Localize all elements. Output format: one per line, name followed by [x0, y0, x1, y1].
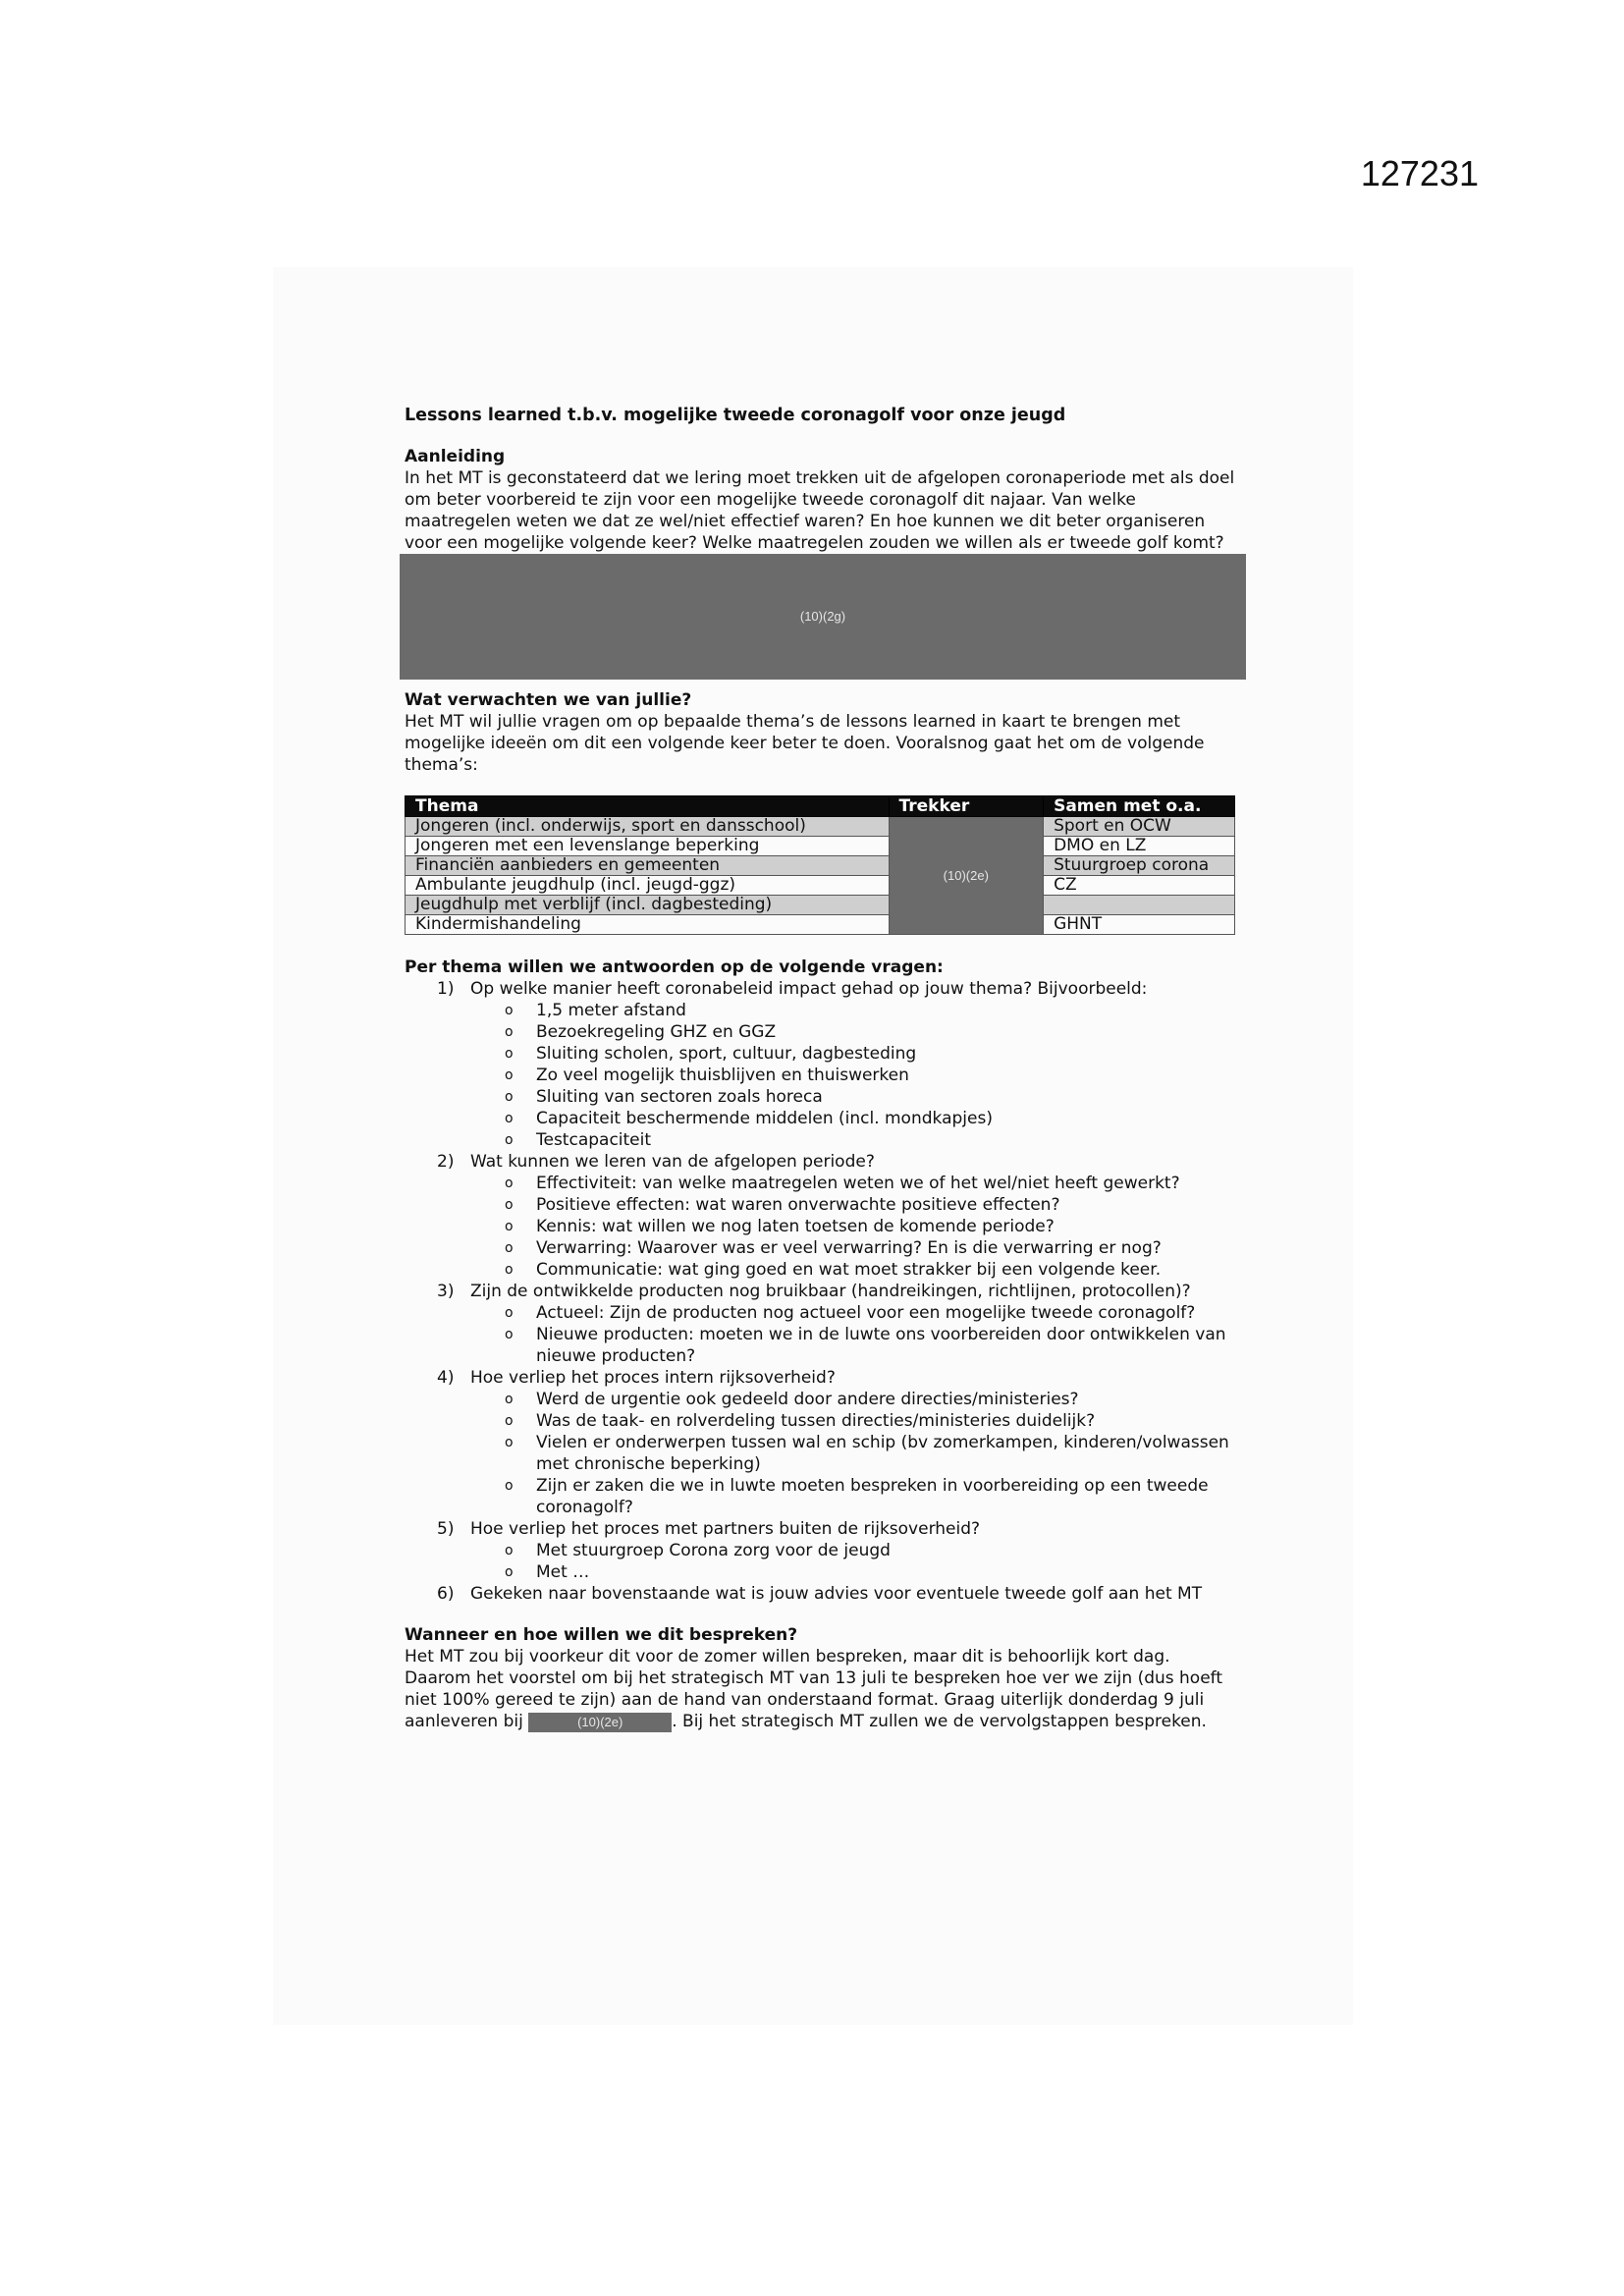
bullet-icon: o [505, 1089, 514, 1105]
sub-question-item [470, 1561, 1241, 1583]
sub-question-item [470, 1173, 1241, 1194]
bullet-icon: o [505, 1564, 514, 1580]
sub-question-item [470, 1194, 1241, 1216]
section-aanleiding [405, 446, 1241, 680]
bullet-icon: o [505, 1435, 514, 1450]
question-item [405, 978, 1241, 1151]
sub-question-text: Met stuurgroep Corona zorg voor de jeugd [536, 1541, 891, 1560]
bullet-icon: o [505, 1543, 514, 1558]
question-item [405, 1281, 1241, 1367]
bullet-icon: o [505, 1413, 514, 1429]
header-trekker: Trekker [889, 796, 1044, 817]
bullet-icon: o [505, 1305, 514, 1321]
sub-question-list [470, 1540, 1241, 1583]
sub-question-text: Bezoekregeling GHZ en GGZ [536, 1022, 777, 1042]
sub-question-text: Communicatie: wat ging goed en wat moet strakker bij een volgende keer. [536, 1260, 1162, 1280]
sub-question-item [470, 1216, 1241, 1237]
sub-question-text: Sluiting scholen, sport, cultuur, dagbesteding [536, 1044, 917, 1064]
sub-question-item [470, 1540, 1241, 1561]
section-per-thema [405, 957, 1241, 1605]
bullet-icon: o [505, 1240, 514, 1256]
redaction-block: (10)(2g) [400, 554, 1246, 680]
sub-question-item [470, 1475, 1241, 1518]
bullet-icon: o [505, 1175, 514, 1191]
header-samen-met: Samen met o.a. [1044, 796, 1235, 817]
question-text: Hoe verliep het proces intern rijksoverheid? [470, 1368, 836, 1388]
sub-question-item [470, 1259, 1241, 1281]
question-item [405, 1583, 1241, 1605]
sub-question-item [470, 1065, 1241, 1086]
bullet-icon: o [505, 1132, 514, 1148]
table-row [406, 876, 1235, 896]
bullet-icon: o [505, 1111, 514, 1126]
cell-samen-met: CZ [1044, 876, 1235, 896]
wanneer-text-before: Het MT zou bij voorkeur dit voor de zomer willen bespreken, maar dit is behoorlijk kort dag. Daarom het voorstel om bij het strategisch MT van 13 juli te bespreken hoe ver we zijn (dus hoeft niet 100% gereed te zijn) aan de hand van onderstaand format. Graag uiterlijk donderdag 9 juli aanleveren bij [405, 1647, 1223, 1731]
sub-question-item [470, 1389, 1241, 1410]
sub-question-list [470, 1173, 1241, 1281]
cell-samen-met: GHNT [1044, 915, 1235, 935]
sub-question-text: Met … [536, 1562, 590, 1582]
sub-question-item [470, 1000, 1241, 1021]
cell-thema: Financiën aanbieders en gemeenten [406, 856, 890, 876]
question-text: Op welke manier heeft coronabeleid impact gehad op jouw thema? Bijvoorbeeld: [470, 979, 1148, 999]
section-wat-verwachten [405, 689, 1241, 776]
question-text: Gekeken naar bovenstaande wat is jouw advies voor eventuele tweede golf aan het MT [470, 1584, 1203, 1604]
cell-thema: Ambulante jeugdhulp (incl. jeugd-ggz) [406, 876, 890, 896]
sub-question-text: Was de taak- en rolverdeling tussen directies/ministeries duidelijk? [536, 1411, 1096, 1431]
themes-table [405, 795, 1235, 935]
question-number: 2) [437, 1152, 455, 1172]
redaction-inline: (10)(2e) [528, 1713, 672, 1732]
paragraph-wanneer [405, 1646, 1241, 1732]
cell-thema: Kindermishandeling [406, 915, 890, 935]
heading-aanleiding: Aanleiding [405, 447, 506, 466]
cell-samen-met: Stuurgroep corona [1044, 856, 1235, 876]
question-number: 5) [437, 1519, 455, 1539]
table-row [406, 896, 1235, 915]
cell-thema: Jongeren (incl. onderwijs, sport en dansschool) [406, 817, 890, 837]
heading-per-thema: Per thema willen we antwoorden op de volgende vragen: [405, 957, 944, 977]
bullet-icon: o [505, 1003, 514, 1018]
bullet-icon: o [505, 1046, 514, 1062]
sub-question-item [470, 1021, 1241, 1043]
bullet-icon: o [505, 1478, 514, 1494]
sub-question-text: Nieuwe producten: moeten we in de luwte ons voorbereiden door ontwikkelen van nieuwe producten? [536, 1325, 1226, 1366]
bullet-icon: o [505, 1327, 514, 1342]
sub-question-list [470, 1389, 1241, 1518]
paragraph-wat-verwachten: Het MT wil jullie vragen om op bepaalde thema’s de lessons learned in kaart te brengen met mogelijke ideeën om dit een volgende keer beter te doen. Vooralsnog gaat het om de volgende thema’s: [405, 712, 1205, 775]
table-row [406, 915, 1235, 935]
heading-wat-verwachten: Wat verwachten we van jullie? [405, 690, 692, 710]
sub-question-item [470, 1043, 1241, 1065]
question-list [405, 978, 1241, 1605]
sub-question-item [470, 1086, 1241, 1108]
question-number: 3) [437, 1282, 455, 1301]
cell-samen-met: DMO en LZ [1044, 837, 1235, 856]
header-thema: Thema [406, 796, 890, 817]
sub-question-text: Effectiviteit: van welke maatregelen weten we of het wel/niet heeft gewerkt? [536, 1174, 1180, 1193]
document-title: Lessons learned t.b.v. mogelijke tweede coronagolf voor onze jeugd [405, 406, 1066, 425]
table-header-row [406, 796, 1235, 817]
paragraph-aanleiding: In het MT is geconstateerd dat we lering moet trekken uit de afgelopen coronaperiode met als doel om beter voorbereid te zijn voor een mogelijke tweede coronagolf dit najaar. Van welke maatregelen weten we dat ze wel/niet effectief waren? En hoe kunnen we dit beter organiseren voor een mogelijke volgende keer? Welke maatregelen zouden we willen als er tweede golf komt? [405, 468, 1235, 553]
sub-question-item [470, 1410, 1241, 1432]
sub-question-text: Sluiting van sectoren zoals horeca [536, 1087, 823, 1107]
sub-question-text: Zijn er zaken die we in luwte moeten bespreken in voorbereiding op een tweede coronagolf? [536, 1476, 1209, 1517]
bullet-icon: o [505, 1024, 514, 1040]
table-row [406, 856, 1235, 876]
cell-samen-met: Sport en OCW [1044, 817, 1235, 837]
question-item [405, 1367, 1241, 1518]
sub-question-item [470, 1324, 1241, 1367]
question-text: Wat kunnen we leren van de afgelopen periode? [470, 1152, 875, 1172]
bullet-icon: o [505, 1067, 514, 1083]
sub-question-list [470, 1000, 1241, 1151]
question-item [405, 1151, 1241, 1281]
sub-question-text: Positieve effecten: wat waren onverwachte positieve effecten? [536, 1195, 1060, 1215]
bullet-icon: o [505, 1197, 514, 1213]
document-number: 127231 [1360, 153, 1479, 193]
sub-question-item [470, 1237, 1241, 1259]
question-number: 1) [437, 979, 455, 999]
heading-wanneer: Wanneer en hoe willen we dit bespreken? [405, 1625, 798, 1645]
question-number: 4) [437, 1368, 455, 1388]
sub-question-text: Capaciteit beschermende middelen (incl. mondkapjes) [536, 1109, 993, 1128]
sub-question-list [470, 1302, 1241, 1367]
question-text: Zijn de ontwikkelde producten nog bruikbaar (handreikingen, richtlijnen, protocollen)? [470, 1282, 1191, 1301]
sub-question-text: Werd de urgentie ook gedeeld door andere directies/ministeries? [536, 1390, 1079, 1409]
document-content [405, 405, 1241, 1732]
bullet-icon: o [505, 1262, 514, 1278]
cell-thema: Jongeren met een levenslange beperking [406, 837, 890, 856]
table-row [406, 837, 1235, 856]
wanneer-text-after: . Bij het strategisch MT zullen we de vervolgstappen bespreken. [672, 1712, 1207, 1731]
table-row [406, 817, 1235, 837]
cell-thema: Jeugdhulp met verblijf (incl. dagbesteding) [406, 896, 890, 915]
sub-question-text: Actueel: Zijn de producten nog actueel voor een mogelijke tweede coronagolf? [536, 1303, 1196, 1323]
sub-question-text: Testcapaciteit [536, 1130, 652, 1150]
bullet-icon: o [505, 1219, 514, 1234]
sub-question-item [470, 1108, 1241, 1129]
sub-question-item [470, 1129, 1241, 1151]
sub-question-text: 1,5 meter afstand [536, 1001, 686, 1020]
sub-question-text: Kennis: wat willen we nog laten toetsen de komende periode? [536, 1217, 1055, 1236]
sub-question-item [470, 1432, 1241, 1475]
sub-question-text: Vielen er onderwerpen tussen wal en schip (bv zomerkampen, kinderen/volwassen met chronische beperking) [536, 1433, 1229, 1474]
section-wanneer [405, 1624, 1241, 1732]
bullet-icon: o [505, 1392, 514, 1407]
sub-question-item [470, 1302, 1241, 1324]
cell-samen-met [1044, 896, 1235, 915]
sub-question-text: Verwarring: Waarover was er veel verwarring? En is die verwarring er nog? [536, 1238, 1162, 1258]
redaction-trekker: (10)(2e) [889, 817, 1044, 935]
question-text: Hoe verliep het proces met partners buiten de rijksoverheid? [470, 1519, 981, 1539]
question-item [405, 1518, 1241, 1583]
question-number: 6) [437, 1584, 455, 1604]
sub-question-text: Zo veel mogelijk thuisblijven en thuiswerken [536, 1066, 909, 1085]
